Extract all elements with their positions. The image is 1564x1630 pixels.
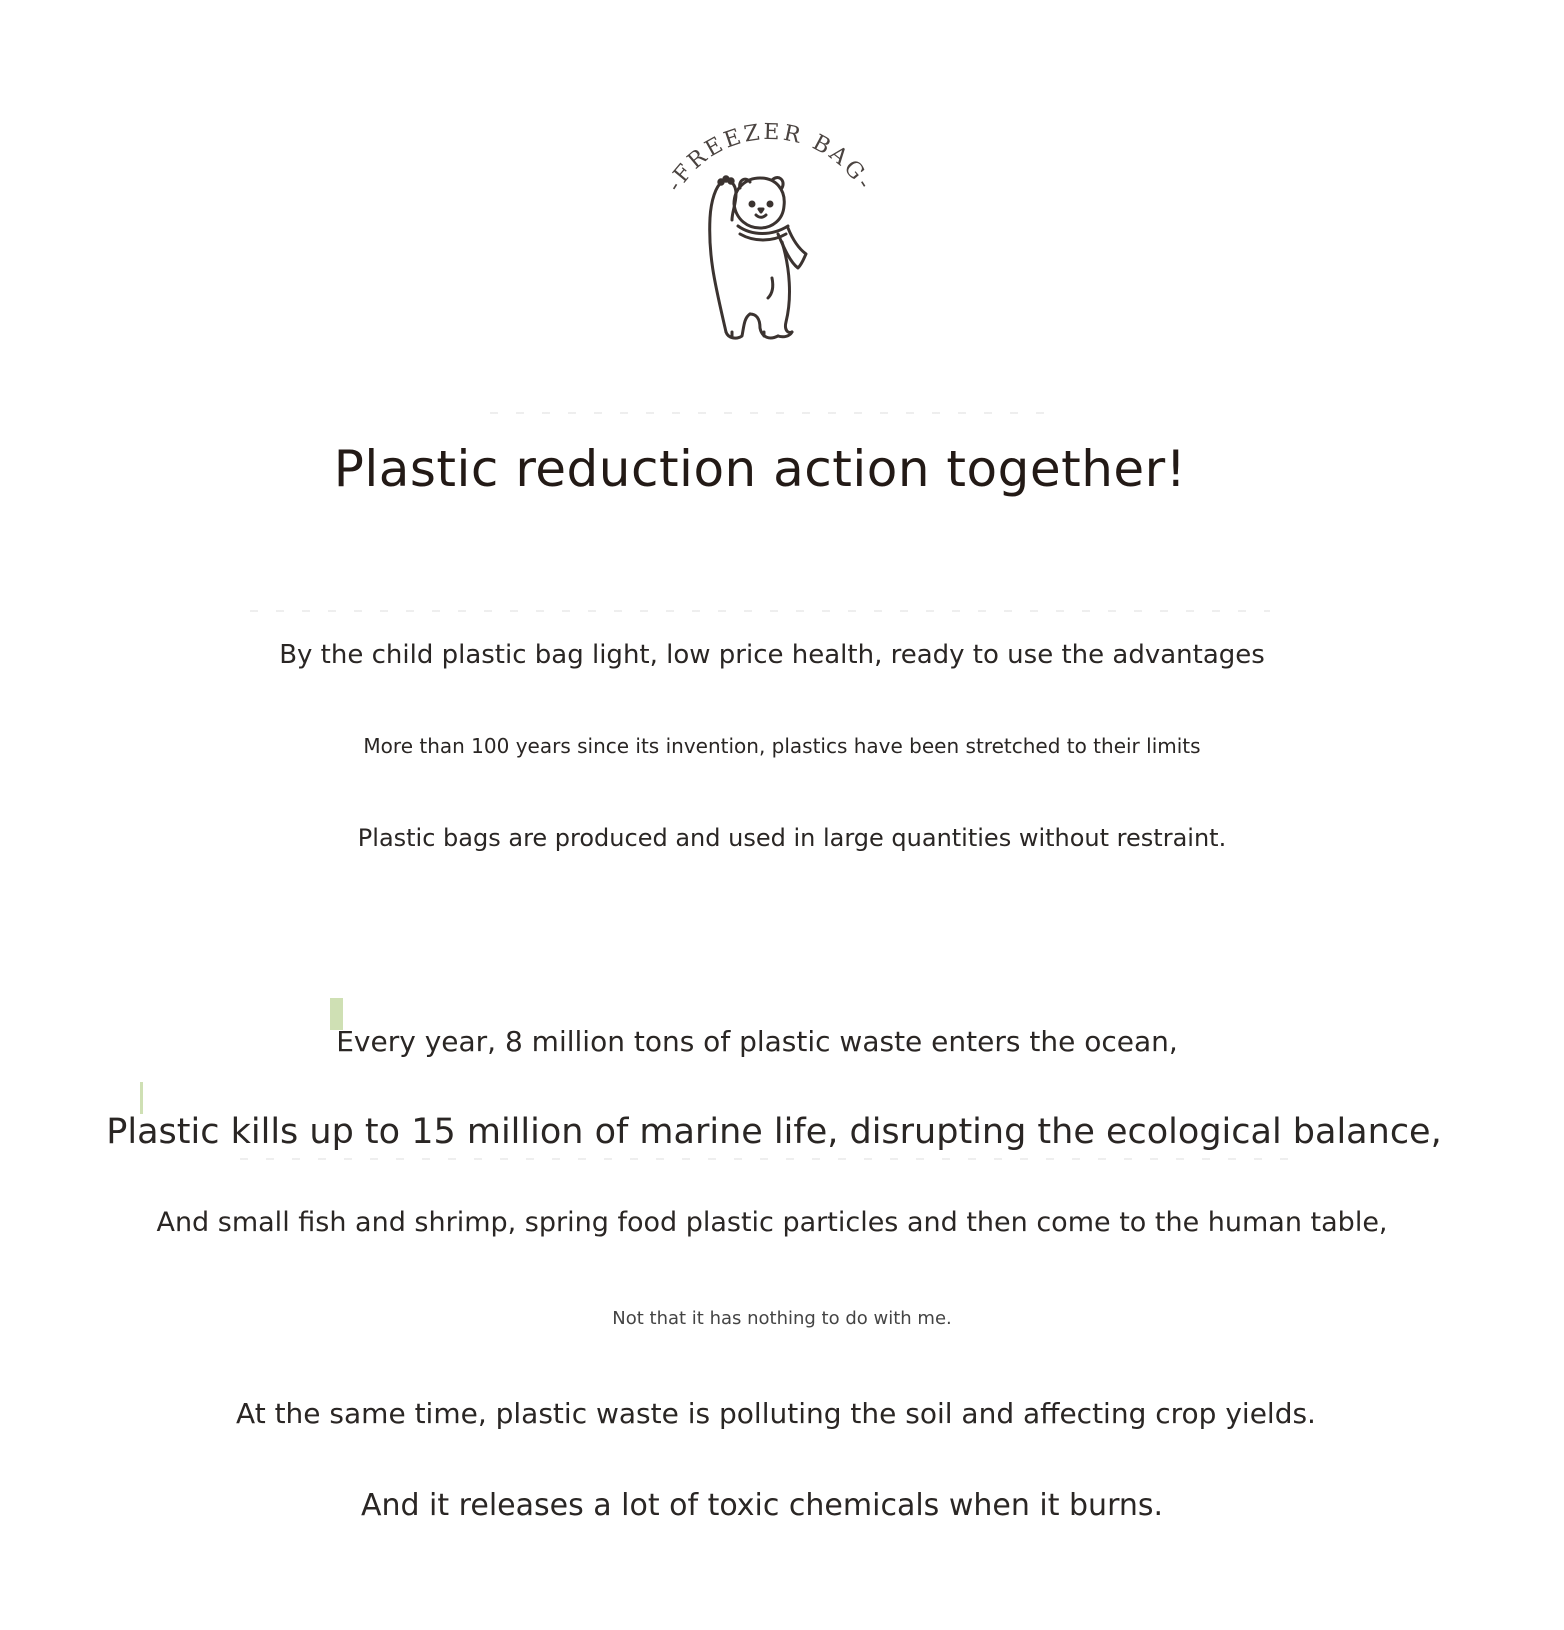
body-line-marine-life: Plastic kills up to 15 million of marine life, disrupting the ecological balance, bbox=[106, 1112, 1442, 1152]
page-title: Plastic reduction action together! bbox=[333, 440, 1187, 498]
body-line-plastic-bags: Plastic bags are produced and used in large quantities without restraint. bbox=[357, 824, 1227, 852]
body-line-food-chain: And small fish and shrimp, spring food plastic particles and then come to the human table, bbox=[156, 1207, 1388, 1238]
faint-divider bbox=[490, 412, 1050, 414]
freezer-bag-logo bbox=[660, 108, 900, 358]
body-line-not-related: Not that it has nothing to do with me. bbox=[612, 1308, 952, 1329]
accent-bar bbox=[140, 1082, 143, 1114]
body-line-ocean-waste: Every year, 8 million tons of plastic waste enters the ocean, bbox=[336, 1025, 1178, 1058]
bear-icon bbox=[710, 177, 806, 338]
body-line-soil-pollution: At the same time, plastic waste is polluting the soil and affecting crop yields. bbox=[236, 1397, 1316, 1430]
body-line-invention: More than 100 years since its invention, plastics have been stretched to their limits bbox=[363, 734, 1201, 758]
faint-divider bbox=[240, 1158, 1300, 1160]
faint-divider bbox=[250, 610, 1270, 612]
logo-arc-text: -FREEZER BAG- bbox=[662, 119, 878, 197]
body-line-toxic-chemicals: And it releases a lot of toxic chemicals when it burns. bbox=[360, 1488, 1164, 1523]
body-line-advantages: By the child plastic bag light, low price health, ready to use the advantages bbox=[279, 640, 1265, 670]
